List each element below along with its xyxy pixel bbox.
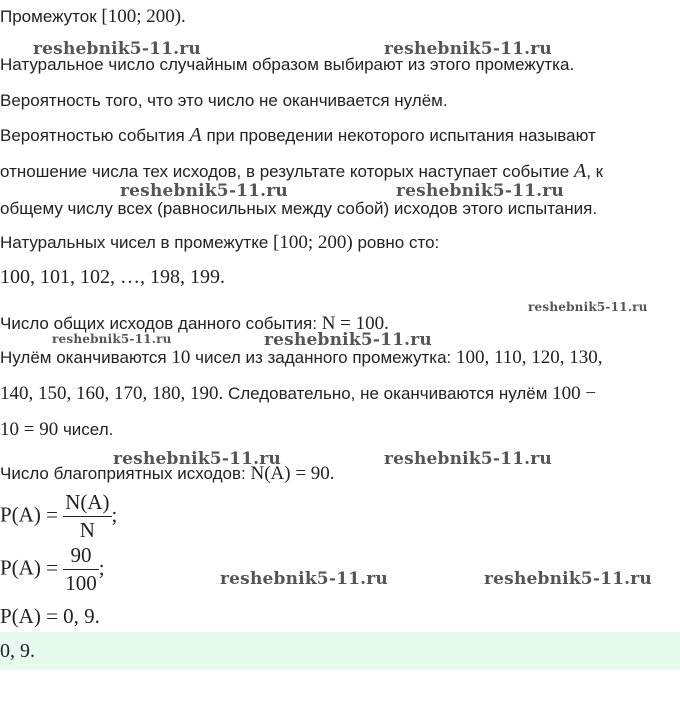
definition-line-3: общему числу всех (равносильных между собой) исходов этого испытания. bbox=[0, 199, 598, 218]
total-outcomes-formula: N = 100. bbox=[321, 313, 389, 334]
numbers-list: 100, 101, 102, …, 198, 199. bbox=[0, 266, 225, 288]
probability-result: P(A) = 0, 9. bbox=[0, 604, 100, 628]
fraction-numerator: N(A) bbox=[63, 490, 111, 517]
watermark: reshebnik5-11.ru bbox=[33, 39, 201, 59]
probability-formula-1 bbox=[0, 490, 117, 543]
not-zero-text: Следовательно, не оканчиваются нулём bbox=[227, 384, 548, 403]
not-zero-line bbox=[0, 419, 113, 441]
event-symbol: A bbox=[573, 160, 587, 182]
not-zero-text: чисел. bbox=[62, 420, 114, 439]
statement-line: Натуральное число случайным образом выбирают из этого промежутка. bbox=[0, 55, 575, 74]
question-line: Вероятность того, что это число не оканчивается нулём. bbox=[0, 91, 448, 110]
not-zero-formula: 10 = 90 bbox=[0, 419, 59, 440]
fraction-denominator: 100 bbox=[65, 571, 97, 595]
interval-line bbox=[0, 6, 186, 28]
watermark: reshebnik5-11.ru bbox=[52, 332, 172, 346]
zeros-list-line bbox=[0, 383, 596, 405]
watermark: reshebnik5-11.ru bbox=[120, 181, 288, 201]
definition-text: Вероятностью события bbox=[0, 126, 185, 145]
interval-label: Промежуток bbox=[0, 7, 97, 26]
probability-label: P(A) = bbox=[0, 555, 58, 580]
count-line bbox=[0, 232, 439, 254]
count-text: ровно сто: bbox=[357, 233, 440, 252]
watermark: reshebnik5-11.ru bbox=[384, 39, 552, 59]
total-outcomes-text: Число общих исходов данного события: bbox=[0, 314, 317, 333]
definition-line-2 bbox=[0, 160, 603, 183]
answer-box bbox=[0, 632, 680, 670]
formula-punctuation: ; bbox=[98, 555, 105, 580]
favorable-formula: N(A) = 90. bbox=[250, 463, 335, 484]
watermark: reshebnik5-11.ru bbox=[113, 449, 281, 469]
watermark: reshebnik5-11.ru bbox=[528, 300, 648, 314]
definition-text: отношение числа тех исходов, в результате которых наступает событие bbox=[0, 162, 570, 181]
answer-value: 0, 9. bbox=[0, 640, 35, 662]
definition-line-1 bbox=[0, 124, 596, 147]
count-interval: [100; 200) bbox=[273, 232, 353, 253]
watermark: reshebnik5-11.ru bbox=[396, 181, 564, 201]
definition-text: , к bbox=[586, 162, 604, 181]
watermark: reshebnik5-11.ru bbox=[484, 569, 652, 589]
zeros-text: чисел из заданного промежутка: bbox=[195, 348, 452, 367]
definition-text: при проведении некоторого испытания называют bbox=[206, 126, 596, 145]
watermark: reshebnik5-11.ru bbox=[384, 449, 552, 469]
zeros-list: 100, 110, 120, 130, bbox=[456, 347, 603, 368]
count-text: Натуральных чисел в промежутке bbox=[0, 233, 269, 252]
favorable-line bbox=[0, 463, 335, 485]
watermark: reshebnik5-11.ru bbox=[220, 569, 388, 589]
zeros-text: Нулём оканчиваются bbox=[0, 348, 167, 367]
watermark: reshebnik5-11.ru bbox=[264, 330, 432, 350]
event-symbol: A bbox=[189, 124, 202, 146]
probability-label: P(A) = bbox=[0, 502, 58, 527]
not-zero-formula: 100 − bbox=[552, 383, 597, 404]
zeros-list: 140, 150, 160, 170, 180, 190. bbox=[0, 383, 224, 404]
fraction-denominator: N bbox=[79, 518, 95, 542]
fraction bbox=[63, 543, 99, 596]
formula-punctuation: ; bbox=[111, 502, 118, 527]
probability-formula-2 bbox=[0, 543, 105, 596]
fraction-numerator: 90 bbox=[63, 543, 99, 570]
zeros-line bbox=[0, 347, 603, 369]
zeros-count: 10 bbox=[171, 347, 191, 368]
interval-formula: [100; 200). bbox=[101, 6, 186, 27]
fraction bbox=[63, 490, 111, 543]
favorable-text: Число благоприятных исходов: bbox=[0, 464, 246, 483]
